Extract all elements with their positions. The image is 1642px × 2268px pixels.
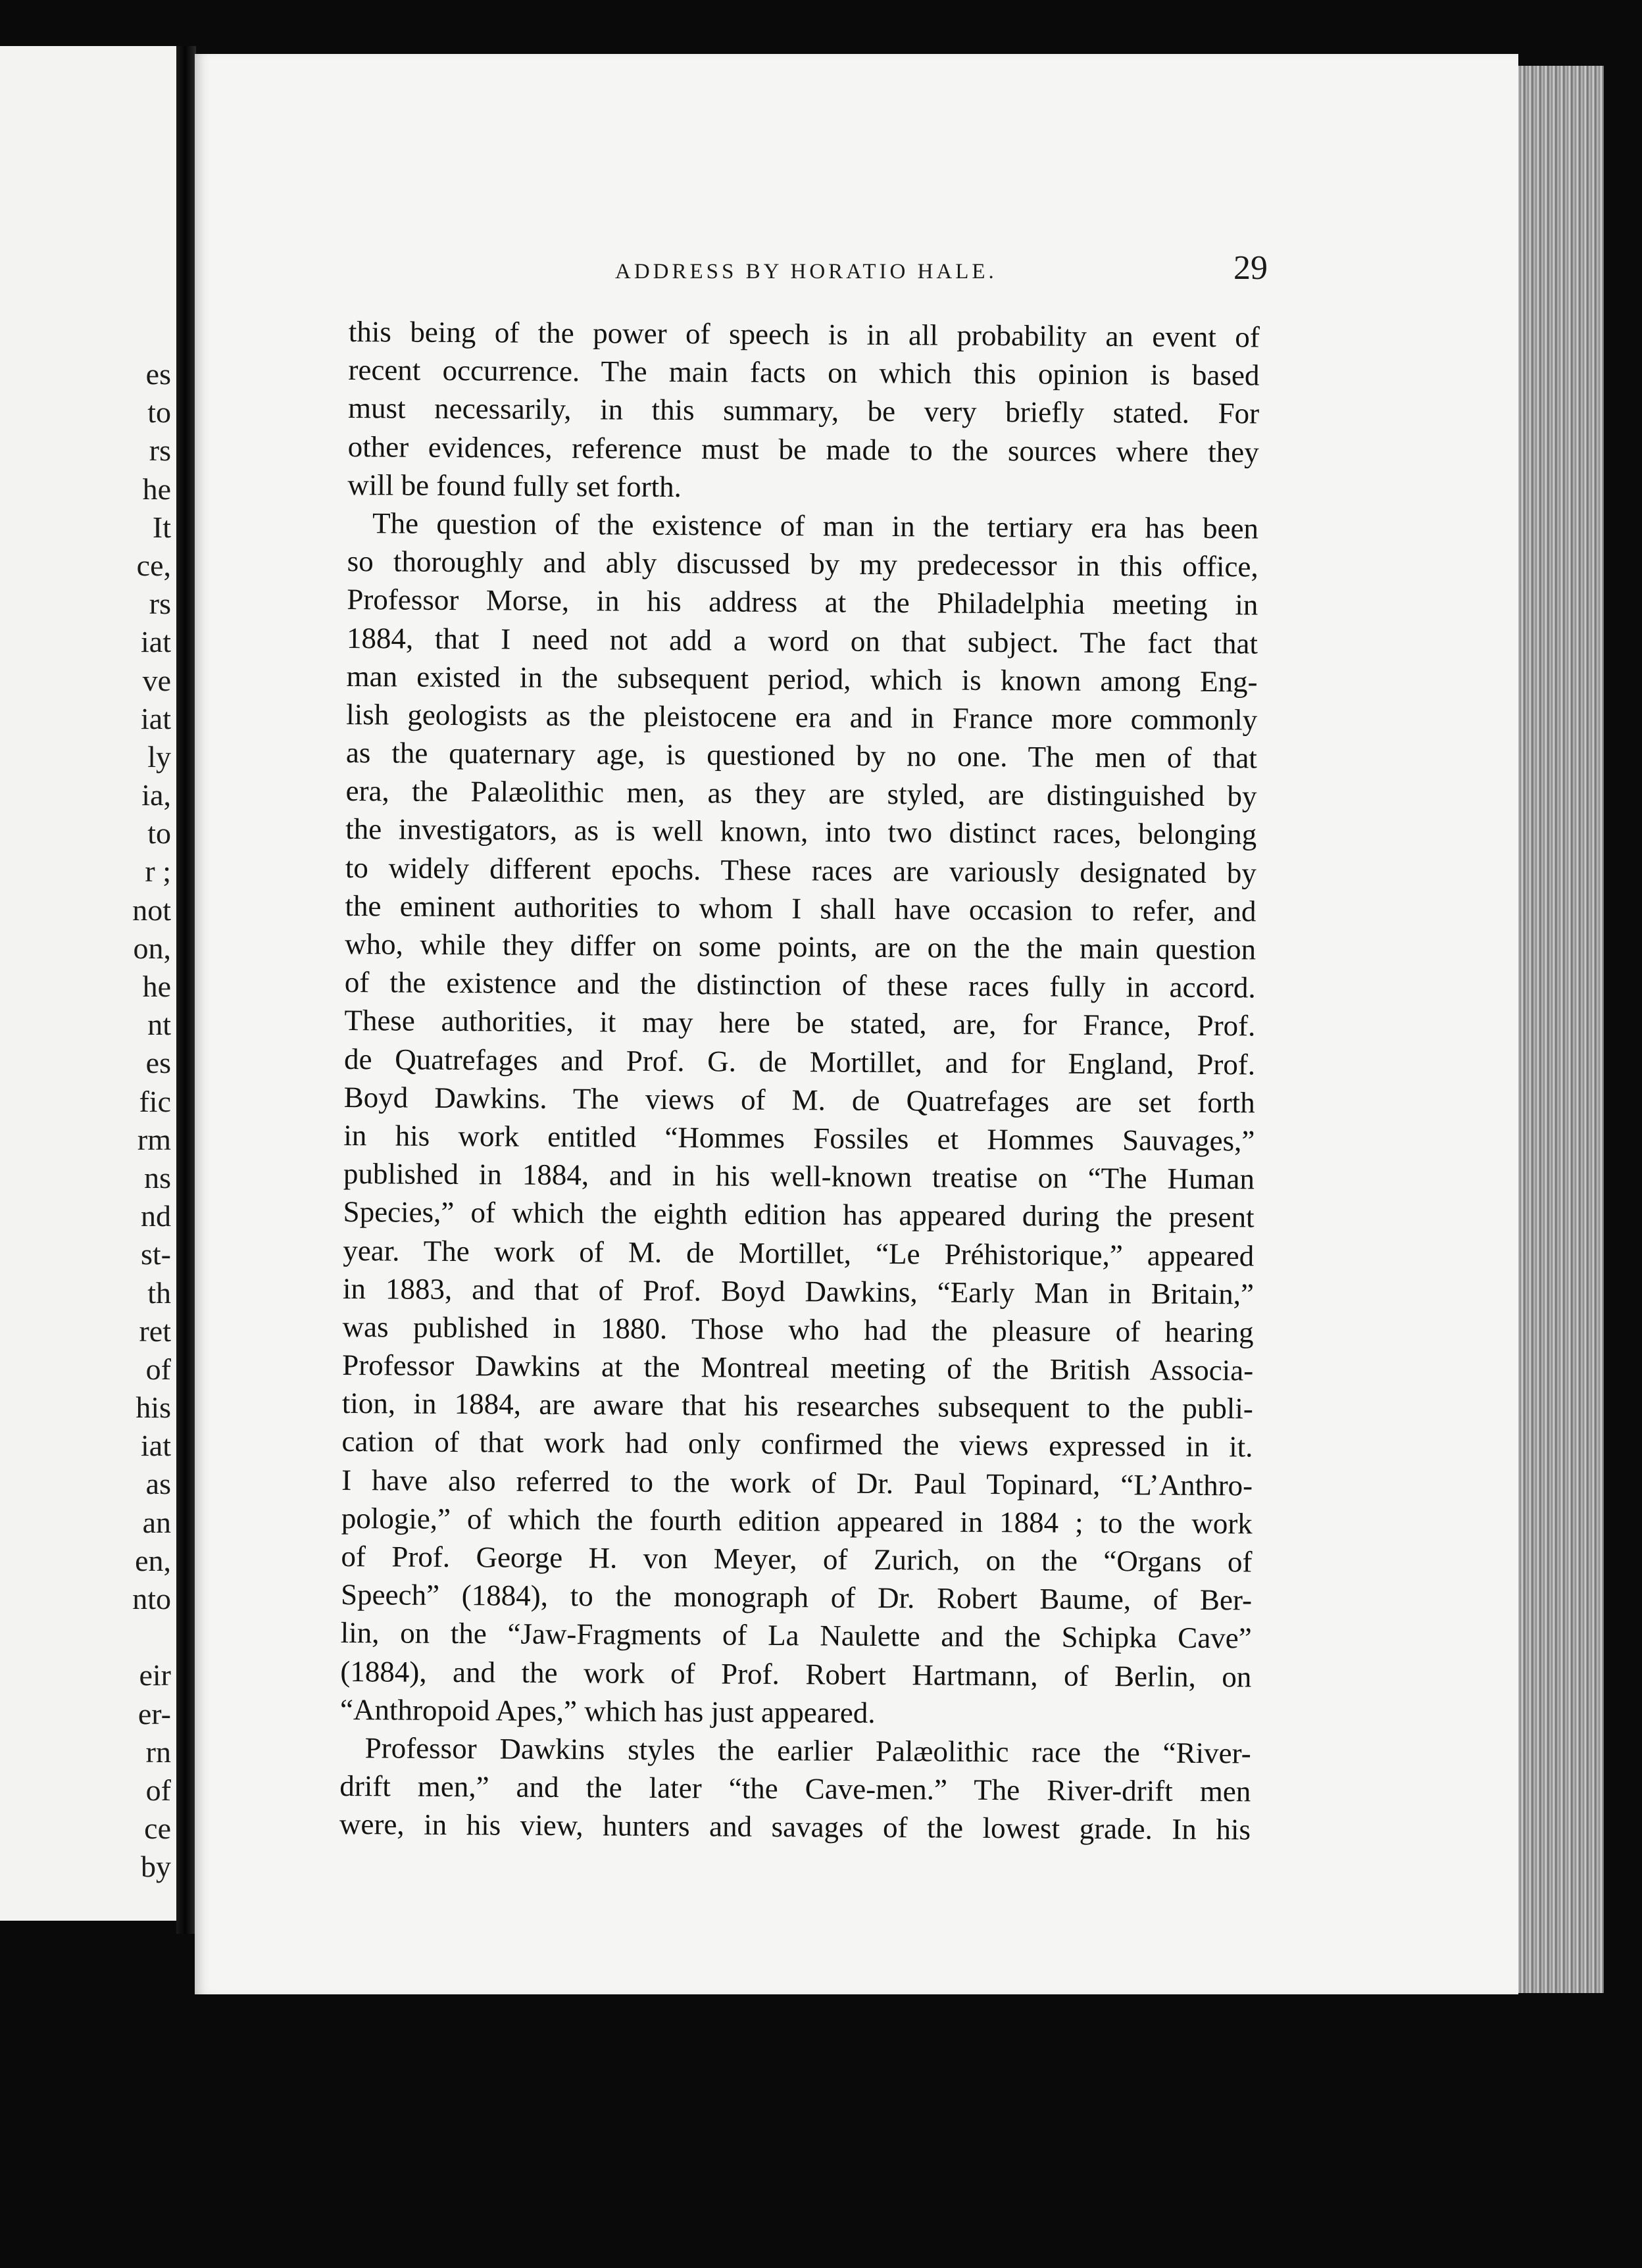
left-page-fragment: fic xyxy=(139,1084,171,1118)
text-line: lish geologists as the pleistocene era and in France more commonly xyxy=(346,697,1258,737)
text-line: of Prof. George H. von Meyer, of Zurich, on the “Organs of xyxy=(341,1539,1253,1579)
text-line: other evidences, reference must be made to the sources where they xyxy=(347,430,1259,469)
text-line: These authorities, it may here be stated, are, for France, Prof. xyxy=(344,1004,1256,1043)
left-page-fragment: iat xyxy=(141,625,171,659)
text-line: was published in 1880. Those who had the pleasure of hearing xyxy=(342,1310,1254,1349)
text-line: Speech” (1884), to the monograph of Dr. Robert Baume, of Ber- xyxy=(340,1578,1253,1617)
left-page-fragment: ce xyxy=(144,1812,171,1846)
left-page-fragment: he xyxy=(142,472,171,506)
left-page-fragment: not xyxy=(132,893,171,927)
left-page-fragment: to xyxy=(147,816,171,851)
left-facing-page xyxy=(0,46,176,1921)
text-line: Professor Dawkins at the Montreal meeting of the British Associa- xyxy=(342,1348,1254,1387)
left-page-fragment: by xyxy=(141,1850,171,1884)
text-line: in 1883, and that of Prof. Boyd Dawkins, “Early Man in Britain,” xyxy=(342,1271,1255,1311)
left-page-fragment: eir xyxy=(139,1658,171,1692)
page-stack-edge xyxy=(1518,66,1604,1993)
left-page-fragment: ns xyxy=(144,1160,171,1195)
left-page-fragment: iat xyxy=(141,701,171,735)
text-line: “Anthropoid Apes,” which has just appeared. xyxy=(339,1692,876,1729)
left-page-fragment: on, xyxy=(133,931,171,965)
left-page-fragment: nt xyxy=(147,1008,171,1042)
text-line: year. The work of M. de Mortillet, “Le Préhistorique,” appeared xyxy=(343,1233,1255,1272)
left-page-fragment: ret xyxy=(139,1314,171,1348)
left-page-fragment: r ; xyxy=(145,854,171,889)
text-line: as the quaternary age, is questioned by no one. The men of that xyxy=(345,736,1258,775)
text-line: era, the Palæolithic men, as they are styled, are distinguished by xyxy=(345,774,1257,813)
text-line: this being of the power of speech is in all probability an event of xyxy=(348,314,1260,354)
text-line: 1884, that I need not add a word on that subject. The fact that xyxy=(346,621,1258,660)
left-page-fragment: ce, xyxy=(136,548,171,582)
text-line: lin, on the “Jaw-Fragments of La Naulette and the Schipka Cave” xyxy=(340,1616,1252,1655)
left-page-fragment: ia, xyxy=(141,778,171,812)
left-page-fragment: nd xyxy=(141,1199,171,1233)
left-page-fragment: es xyxy=(145,1046,171,1080)
text-line: the eminent authorities to whom I shall have occasion to refer, and xyxy=(345,889,1256,928)
text-line: recent occurrence. The main facts on which this opinion is based xyxy=(348,353,1260,392)
text-line: in his work entitled “Hommes Fossiles et Hommes Sauvages,” xyxy=(343,1118,1255,1158)
left-page-fragment: he xyxy=(142,970,171,1003)
left-page-fragment: of xyxy=(145,1773,171,1807)
left-page-fragment: an xyxy=(142,1505,171,1539)
left-page-fragment: rs xyxy=(149,433,171,468)
paragraph xyxy=(347,312,1260,509)
left-page-fragment: rm xyxy=(137,1122,171,1156)
text-line: will be found fully set forth. xyxy=(347,468,682,503)
book-gutter xyxy=(176,46,196,1934)
text-line: I have also referred to the work of Dr. Paul Topinard, “L’Anthro- xyxy=(341,1463,1253,1502)
text-line: to widely different epochs. These races are variously designated by xyxy=(345,851,1256,890)
left-page-fragment: es xyxy=(145,357,171,391)
left-page-fragment: ve xyxy=(142,663,171,697)
text-line: so thoroughly and ably discussed by my predecessor in this office, xyxy=(347,545,1258,583)
paragraph xyxy=(339,1729,1251,1849)
left-page-fragment: as xyxy=(145,1467,171,1501)
text-line: Professor Morse, in his address at the Philadelphia meeting in xyxy=(347,583,1258,622)
text-line: published in 1884, and in his well-known treatise on “The Human xyxy=(343,1157,1255,1196)
text-line: Boyd Dawkins. The views of M. de Quatrefages are set forth xyxy=(343,1080,1255,1120)
left-page-edge-text xyxy=(132,355,171,1886)
body-text xyxy=(339,312,1260,1849)
text-line: de Quatrefages and Prof. G. de Mortillet, and for England, Prof. xyxy=(343,1042,1256,1081)
left-page-fragment: his xyxy=(136,1391,171,1425)
left-page-fragment: rn xyxy=(145,1735,171,1769)
text-line: The question of the existence of man in the tertiary era has been xyxy=(372,506,1259,545)
left-page-fragment: nto xyxy=(132,1582,171,1615)
text-line: Professor Dawkins styles the earlier Palæolithic race the “River- xyxy=(364,1731,1251,1770)
text-line: man existed in the subsequent period, which is known among Eng- xyxy=(346,659,1258,699)
left-page-fragment: th xyxy=(147,1275,171,1310)
left-page-fragment: It xyxy=(152,510,171,544)
left-page-fragment: st- xyxy=(141,1237,171,1271)
left-page-fragment: to xyxy=(147,395,171,430)
text-line: pologie,” of which the fourth edition appeared in 1884 ; to the work xyxy=(341,1501,1253,1541)
text-line: were, in his view, hunters and savages of the lowest grade. In his xyxy=(339,1808,1251,1846)
text-line: tion, in 1884, are aware that his researches subsequent to the publi- xyxy=(341,1387,1253,1425)
left-page-fragment: ly xyxy=(147,739,171,774)
left-page-fragment: er- xyxy=(137,1696,171,1731)
page-number: 29 xyxy=(1233,249,1268,287)
paragraph xyxy=(340,504,1258,1734)
text-line: the investigators, as is well known, into two distinct races, belonging xyxy=(345,812,1257,851)
running-head: ADDRESS BY HORATIO HALE. xyxy=(615,260,997,284)
text-line: cation of that work had only confirmed the views expressed in it. xyxy=(341,1425,1253,1464)
left-page-fragment: rs xyxy=(149,587,171,621)
text-line: (1884), and the work of Prof. Robert Hartmann, of Berlin, on xyxy=(340,1654,1252,1693)
left-page-fragment: of xyxy=(145,1352,171,1386)
text-line: who, while they differ on some points, are on the the main question xyxy=(344,927,1256,966)
text-line: Species,” of which the eighth edition has appeared during the present xyxy=(343,1195,1255,1234)
left-page-fragment: en, xyxy=(135,1543,171,1577)
text-line: drift men,” and the later “the Cave-men.” The River-drift men xyxy=(339,1769,1251,1808)
text-line: must necessarily, in this summary, be very briefly stated. For xyxy=(347,391,1260,430)
left-page-fragment xyxy=(132,1618,171,1656)
left-page-fragment: iat xyxy=(141,1429,171,1463)
text-line: of the existence and the distinction of these races fully in accord. xyxy=(344,966,1256,1004)
